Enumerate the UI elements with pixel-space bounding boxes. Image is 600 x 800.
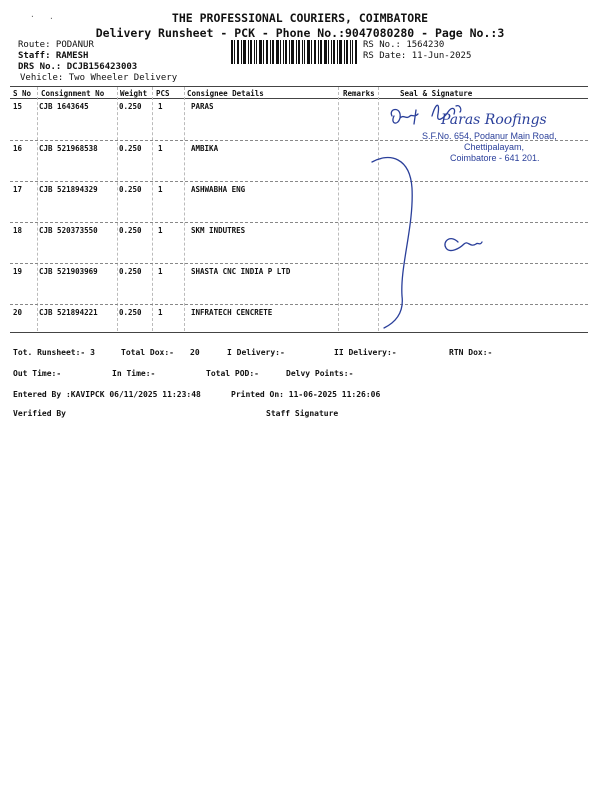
row-consignment: CJB 521968538 <box>39 144 98 153</box>
row-pcs: 1 <box>158 267 163 276</box>
row-weight: 0.250 <box>119 267 142 276</box>
stamp-address-line: Coimbatore - 641 201. <box>450 153 540 163</box>
in-time: In Time:- <box>112 369 156 378</box>
col-header-consignee: Consignee Details <box>187 89 264 98</box>
row-weight: 0.250 <box>119 185 142 194</box>
row-consignment: CJB 521903969 <box>39 267 98 276</box>
column-divider <box>184 87 185 331</box>
row-weight: 0.250 <box>119 226 142 235</box>
row-consignee: PARAS <box>191 102 214 111</box>
row-consignee: INFRATECH CENCRETE <box>191 308 273 317</box>
col-header-weight: Weight <box>120 89 148 98</box>
total-dox-value: 20 <box>190 348 200 357</box>
row-consignee: SHASTA CNC INDIA P LTD <box>191 267 291 276</box>
row-sno: 20 <box>13 308 23 317</box>
total-runsheet: Tot. Runsheet:- 3 <box>13 348 95 357</box>
drs-number: DRS No.: DCJB156423003 <box>18 62 138 72</box>
staff-signature: Staff Signature <box>266 409 339 418</box>
printed-on: Printed On: 11-06-2025 11:26:06 <box>231 390 381 399</box>
barcode <box>231 40 357 64</box>
row-pcs: 1 <box>158 308 163 317</box>
ii-delivery: II Delivery:- <box>334 348 397 357</box>
column-divider <box>338 87 339 331</box>
row-sno: 19 <box>13 267 23 276</box>
stamp-company-name: Paras Roofings <box>441 112 547 128</box>
scan-speck: · <box>30 12 35 21</box>
row-sno: 17 <box>13 185 23 194</box>
i-delivery: I Delivery:- <box>227 348 285 357</box>
column-divider <box>37 87 38 331</box>
row-sno: 18 <box>13 226 23 235</box>
row-weight: 0.250 <box>119 308 142 317</box>
table-top-rule <box>10 86 588 87</box>
row-pcs: 1 <box>158 144 163 153</box>
handwritten-signature-icon <box>370 96 600 336</box>
rtn-dox: RTN Dox:- <box>449 348 493 357</box>
row-consignee: SKM INDUTRES <box>191 226 246 235</box>
row-consignment: CJB 521894221 <box>39 308 98 317</box>
stamp-address-line: Chettipalayam, <box>464 142 525 152</box>
document-title: THE PROFESSIONAL COURIERS, COIMBATORE <box>171 11 429 25</box>
stamp-address-line: S.F.No. 654, Podanur Main Road, <box>422 131 557 141</box>
row-consignee: AMBIKA <box>191 144 219 153</box>
total-dox-label: Total Dox:- <box>121 348 174 357</box>
total-pod: Total POD:- <box>206 369 259 378</box>
row-pcs: 1 <box>158 226 163 235</box>
row-weight: 0.250 <box>119 144 142 153</box>
col-header-sno: S No <box>13 89 32 98</box>
row-consignment: CJB 1643645 <box>39 102 89 111</box>
vehicle-label: Vehicle: Two Wheeler Delivery <box>20 73 178 83</box>
row-pcs: 1 <box>158 185 163 194</box>
col-header-seal: Seal & Signature <box>400 89 473 98</box>
route-label: Route: PODANUR <box>18 40 94 50</box>
row-consignee: ASHWABHA ENG <box>191 185 246 194</box>
row-consignment: CJB 520373550 <box>39 226 98 235</box>
out-time: Out Time:- <box>13 369 62 378</box>
row-sno: 16 <box>13 144 23 153</box>
column-divider <box>152 87 153 331</box>
col-header-pcs: PCS <box>156 89 170 98</box>
delivery-points: Delvy Points:- <box>286 369 354 378</box>
verified-by: Verified By <box>13 409 66 418</box>
row-sno: 15 <box>13 102 23 111</box>
entered-by: Entered By :KAVIPCK 06/11/2025 11:23:48 <box>13 390 201 399</box>
row-consignment: CJB 521894329 <box>39 185 98 194</box>
staff-label: Staff: RAMESH <box>18 51 89 61</box>
row-weight: 0.250 <box>119 102 142 111</box>
row-pcs: 1 <box>158 102 163 111</box>
rs-number: RS No.: 1564230 <box>363 40 445 50</box>
col-header-remarks: Remarks <box>343 89 375 98</box>
col-header-consignment: Consignment No <box>41 89 105 98</box>
column-divider <box>117 87 118 331</box>
document-subtitle: Delivery Runsheet - PCK - Phone No.:9047080280 - Page No.:3 <box>95 26 505 40</box>
scan-speck: · <box>49 14 54 23</box>
rs-date: RS Date: 11-Jun-2025 <box>363 51 472 61</box>
